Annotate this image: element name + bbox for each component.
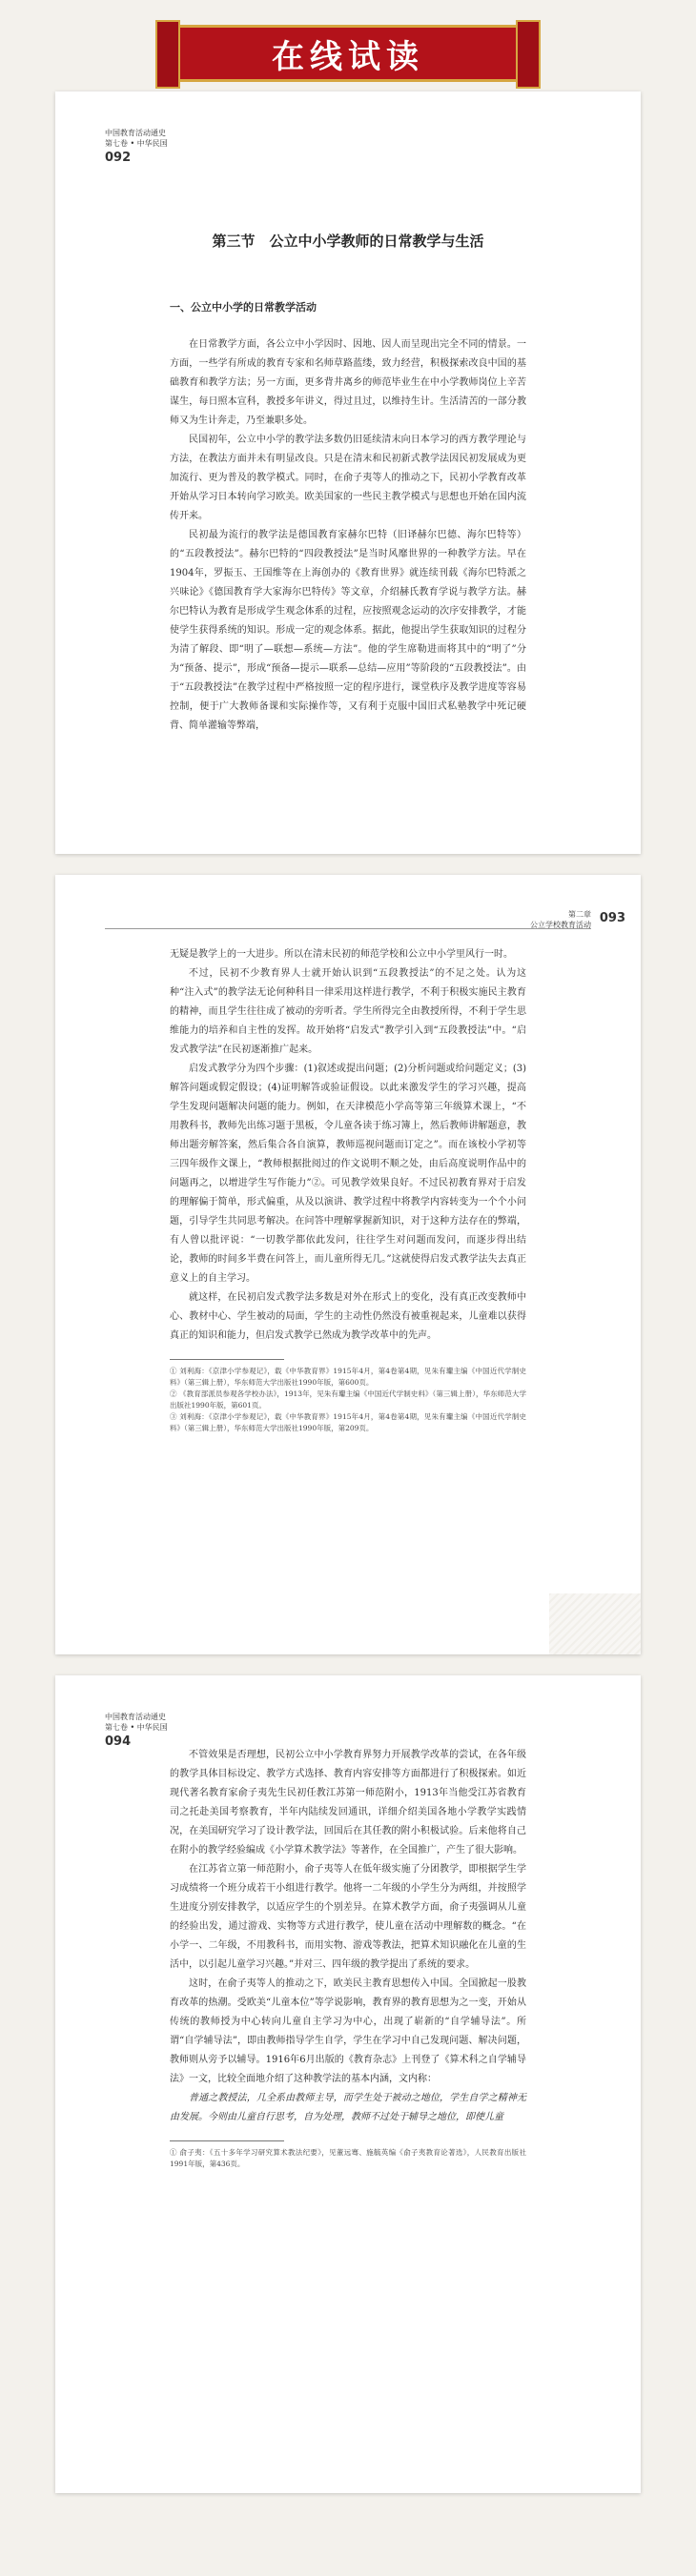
footnote-rule [170, 2140, 284, 2141]
block-quote: 普通之教授法，几全系由教师主导，而学生处于被动之地位，学生自学之精神无由发展。今则由儿童自行思考，自为处理，教师不过处于辅导之地位，即使儿童 [170, 2093, 526, 2122]
page-header [530, 909, 591, 930]
footnote: ① 刘利海：《京津小学参观记》，载《中华教育界》1915年4月，第4卷第4期，见朱有瓛主编《中国近代学制史料》（第三辑上册），华东师范大学出版社1990年版，第600页。 [170, 1367, 526, 1387]
online-reading-banner [168, 25, 528, 82]
paragraph: 无疑是教学上的一大进步。所以在清末民初的师范学校和公立中小学里风行一时。 [170, 949, 513, 960]
paragraph: 在江苏省立第一师范附小，俞子夷等人在低年级实施了分团教学，即根据学生学习成绩将一个班分成若干小组进行教学。他将一二年级的小学生分为两组，并按照学生进度分别安排教学，以适应学生的个别差异。在算术教学方面，俞子夷强调从儿童的经验出发，通过游戏、实物等方式进行教学，使儿童在活动中理解数的概念。“在小学一、二年级，不用教科书，而用实物、游戏等教法，把算术知识融化在儿童的生活中，以引起儿童学习兴趣。”并对三、四年级的教学提出了系统的要求。 [170, 1864, 526, 1970]
paragraph: 民初最为流行的教学法是德国教育家赫尔巴特（旧译赫尔巴德、海尔巴特等）的“五段教授法”。赫尔巴特的“四段教授法”是当时风靡世界的一种教学方法。早在1904年，罗振玉、王国维等在上海创办的《教育世界》就连续刊载《海尔巴特派之兴味论》《德国教育学大家海尔巴特传》等文章，介绍赫氏教育学说与教学方法。赫尔巴特认为教育是形成学生观念体系的过程，应按照观念运动的次序安排教学，才能使学生获得系统的知识。形成一定的观念体系。据此，他提出学生获取知识的过程分为清了解段、即“明了—联想—系统—方法”。他的学生席勒进而将其中的“明了”分为“预备、提示”，形成“预备—提示—联系—总结—应用”等阶段的“五段教授法”。由于“五段教授法”在教学过程中严格按照一定的程序进行，课堂秩序及教学进度等容易控制，便于广大教师备课和实际操作等，又有利于克服中国旧式私塾教学中死记硬背、简单灌输等弊端， [170, 530, 526, 731]
paragraph: 不管效果是否理想，民初公立中小学教育界努力开展教学改革的尝试，在各年级的教学具体目标设定、教学方式选择、教育内容安排等方面都进行了积极探索。如近现代著名教育家俞子夷先生民初任教江苏第一师范附小，1913年当他受江苏省教育司之托赴美国考察教育，半年内陆续发回通讯，详细介绍美国各地小学教学实践情况，在美国研究学习了设计教学法，回国后在其任教的附小积极试验。后来他将自己在附小的教学经验编成《小学算术教学法》等著作，在全国推广，产生了很大影响。 [170, 1750, 526, 1856]
page-header [105, 1712, 168, 1733]
banner-title: 在线试读 [272, 37, 424, 76]
paragraph: 这时，在俞子夷等人的推动之下，欧美民主教育思想传入中国。全国掀起一股教育改革的热潮。受欧美“儿童本位”等学说影响，教育界的教育思想为之一变，开始从传统的教师授为中心转向儿童自主学习为中心，出现了崭新的“自学辅导法”。所谓“自学辅导法”，即由教师指导学生自学，学生在学习中自己发现问题、解决问题，教师则从旁予以辅导。1916年6月出版的《教育杂志》上刊登了《算术科之自学辅导法》一文，比较全面地介绍了这种教学法的基本内涵，文内称： [170, 1978, 526, 2084]
subsection-title: 一、公立中小学的日常教学活动 [170, 301, 317, 314]
header-rule [105, 928, 591, 929]
paragraph: 不过，民初不少教育界人士就开始认识到“五段教授法”的不足之处。认为这种“注入式”的教学法无论何种科目一律采用这样进行教学，不利于积极实施民主教育的精神，而且学生往往成了被动的旁听者。学生所得完全由教授所得，不利于学生思维能力的培养和自主性的发挥。故开始将“启发式”教学引入到“五段教授法”中。“启发式教学法”在民初逐渐推广起来。 [170, 968, 526, 1055]
page-number: 092 [105, 151, 132, 165]
footnote: ③ 刘利海：《京津小学参观记》，载《中华教育界》1915年4月，第4卷第4期，见朱有瓛主编《中国近代学制史料》（第三辑上册），华东师范大学出版社1990年版，第209页。 [170, 1412, 526, 1432]
header-book-title: 中国教育活动通史 [105, 1713, 166, 1721]
book-page-093 [55, 875, 641, 1654]
paragraph: 启发式教学分为四个步骤：(1)叙述或提出问题；(2)分析问题或给问题定义；(3)解答问题或假定假设；(4)证明解答或验证假设。以此来激发学生的学习兴趣，提高学生发现问题解决问题的能力。例如，在天津模范小学高等第三年级算术课上，“不用教科书，教师先出练习题于黑板，令儿童各读于练习簿上，然后教师讲解题意，教师出题旁解答案，然后集合各自演算，教师巡视问题而订定之”。而在该校小学初等三四年级作文课上，“教师根据批阅过的作文说明不顺之处，由后高度说明作品中的问题再之，以增进学生写作能力”②。可见教学效果良好。不过民初教育界对于启发的理解偏于简单，形式偏重，从及以演讲、教学过程中将教学内容转变为一个个小问题，引导学生共同思考解决。在问答中理解掌握新知识，对于这种方法存在的弊端，有人曾以批评说：“一切教学都依此发问，往往学生对问题而发问，而逐步得出结论，教师的时间多半费在问答上，而儿童所得无几。”这就使得启发式教学法失去真正意义上的自主学习。 [170, 1064, 526, 1284]
paragraph: 在日常教学方面，各公立中小学因时、因地、因人而呈现出完全不同的情景。一方面，一些学有所成的教育专家和名师草路蓝缕，致力经营，积极探索改良中国的基础教育和教学方法；另一方面，更多背井离乡的师范毕业生在中小学教师岗位上辛苦谋生，每日照本宣科，教授多年讲义，得过且过，以维持生计。生活清苦的一部分教师又为生计奔走，乃至兼职多处。 [170, 339, 526, 426]
paragraph: 就这样，在民初启发式教学法多数是对外在形式上的变化，没有真正改变教师中心、教材中心、学生被动的局面，学生的主动性仍然没有被重视起来，儿童难以获得真正的知识和能力，但启发式教学已然成为教学改革中的先声。 [170, 1292, 526, 1341]
header-chapter: 第二章 [568, 910, 591, 919]
footnote-rule [170, 1359, 284, 1360]
book-page-094 [55, 1675, 641, 2493]
footnote: ② 《教育部派员参观各学校办法》，1913年，见朱有瓛主编《中国近代学制史料》（第三辑上册），华东师范大学出版社1990年版，第601页。 [170, 1389, 526, 1410]
page-number: 094 [105, 1734, 132, 1749]
footnote: ① 俞子夷：《五十多年学习研究算术教法纪要》，见董远骞、施毓英编《俞子夷教育论著选》，人民教育出版社1991年版，第436页。 [170, 2148, 526, 2168]
header-book-title: 中国教育活动通史 [105, 129, 166, 137]
page-number: 093 [599, 911, 625, 925]
page-body [170, 1746, 526, 2170]
section-title: 第三节 公立中小学教师的日常教学与生活 [212, 233, 484, 250]
header-volume: 第七卷 • 中华民国 [105, 139, 168, 148]
page-body [170, 945, 526, 1434]
book-page-092 [55, 91, 641, 854]
page-body [170, 335, 526, 736]
page-header [105, 128, 168, 149]
header-volume: 第七卷 • 中华民国 [105, 1723, 168, 1732]
paragraph: 民国初年，公立中小学的教学法多数仍旧延续清末向日本学习的西方教学理论与方法，在教法方面并未有明显改良。只是在清末和民初新式教学法因民初发展成为更加流行、更为普及的教学模式。同时，在俞子夷等人的推动之下，民初小学教育改革开始从学习日本转向学习欧美。欧美国家的一些民主教学模式与思想也开始在国内流传开来。 [170, 435, 526, 521]
page-curl-decoration [549, 1593, 641, 1654]
header-chapter-title: 公立学校教育活动 [530, 921, 591, 929]
